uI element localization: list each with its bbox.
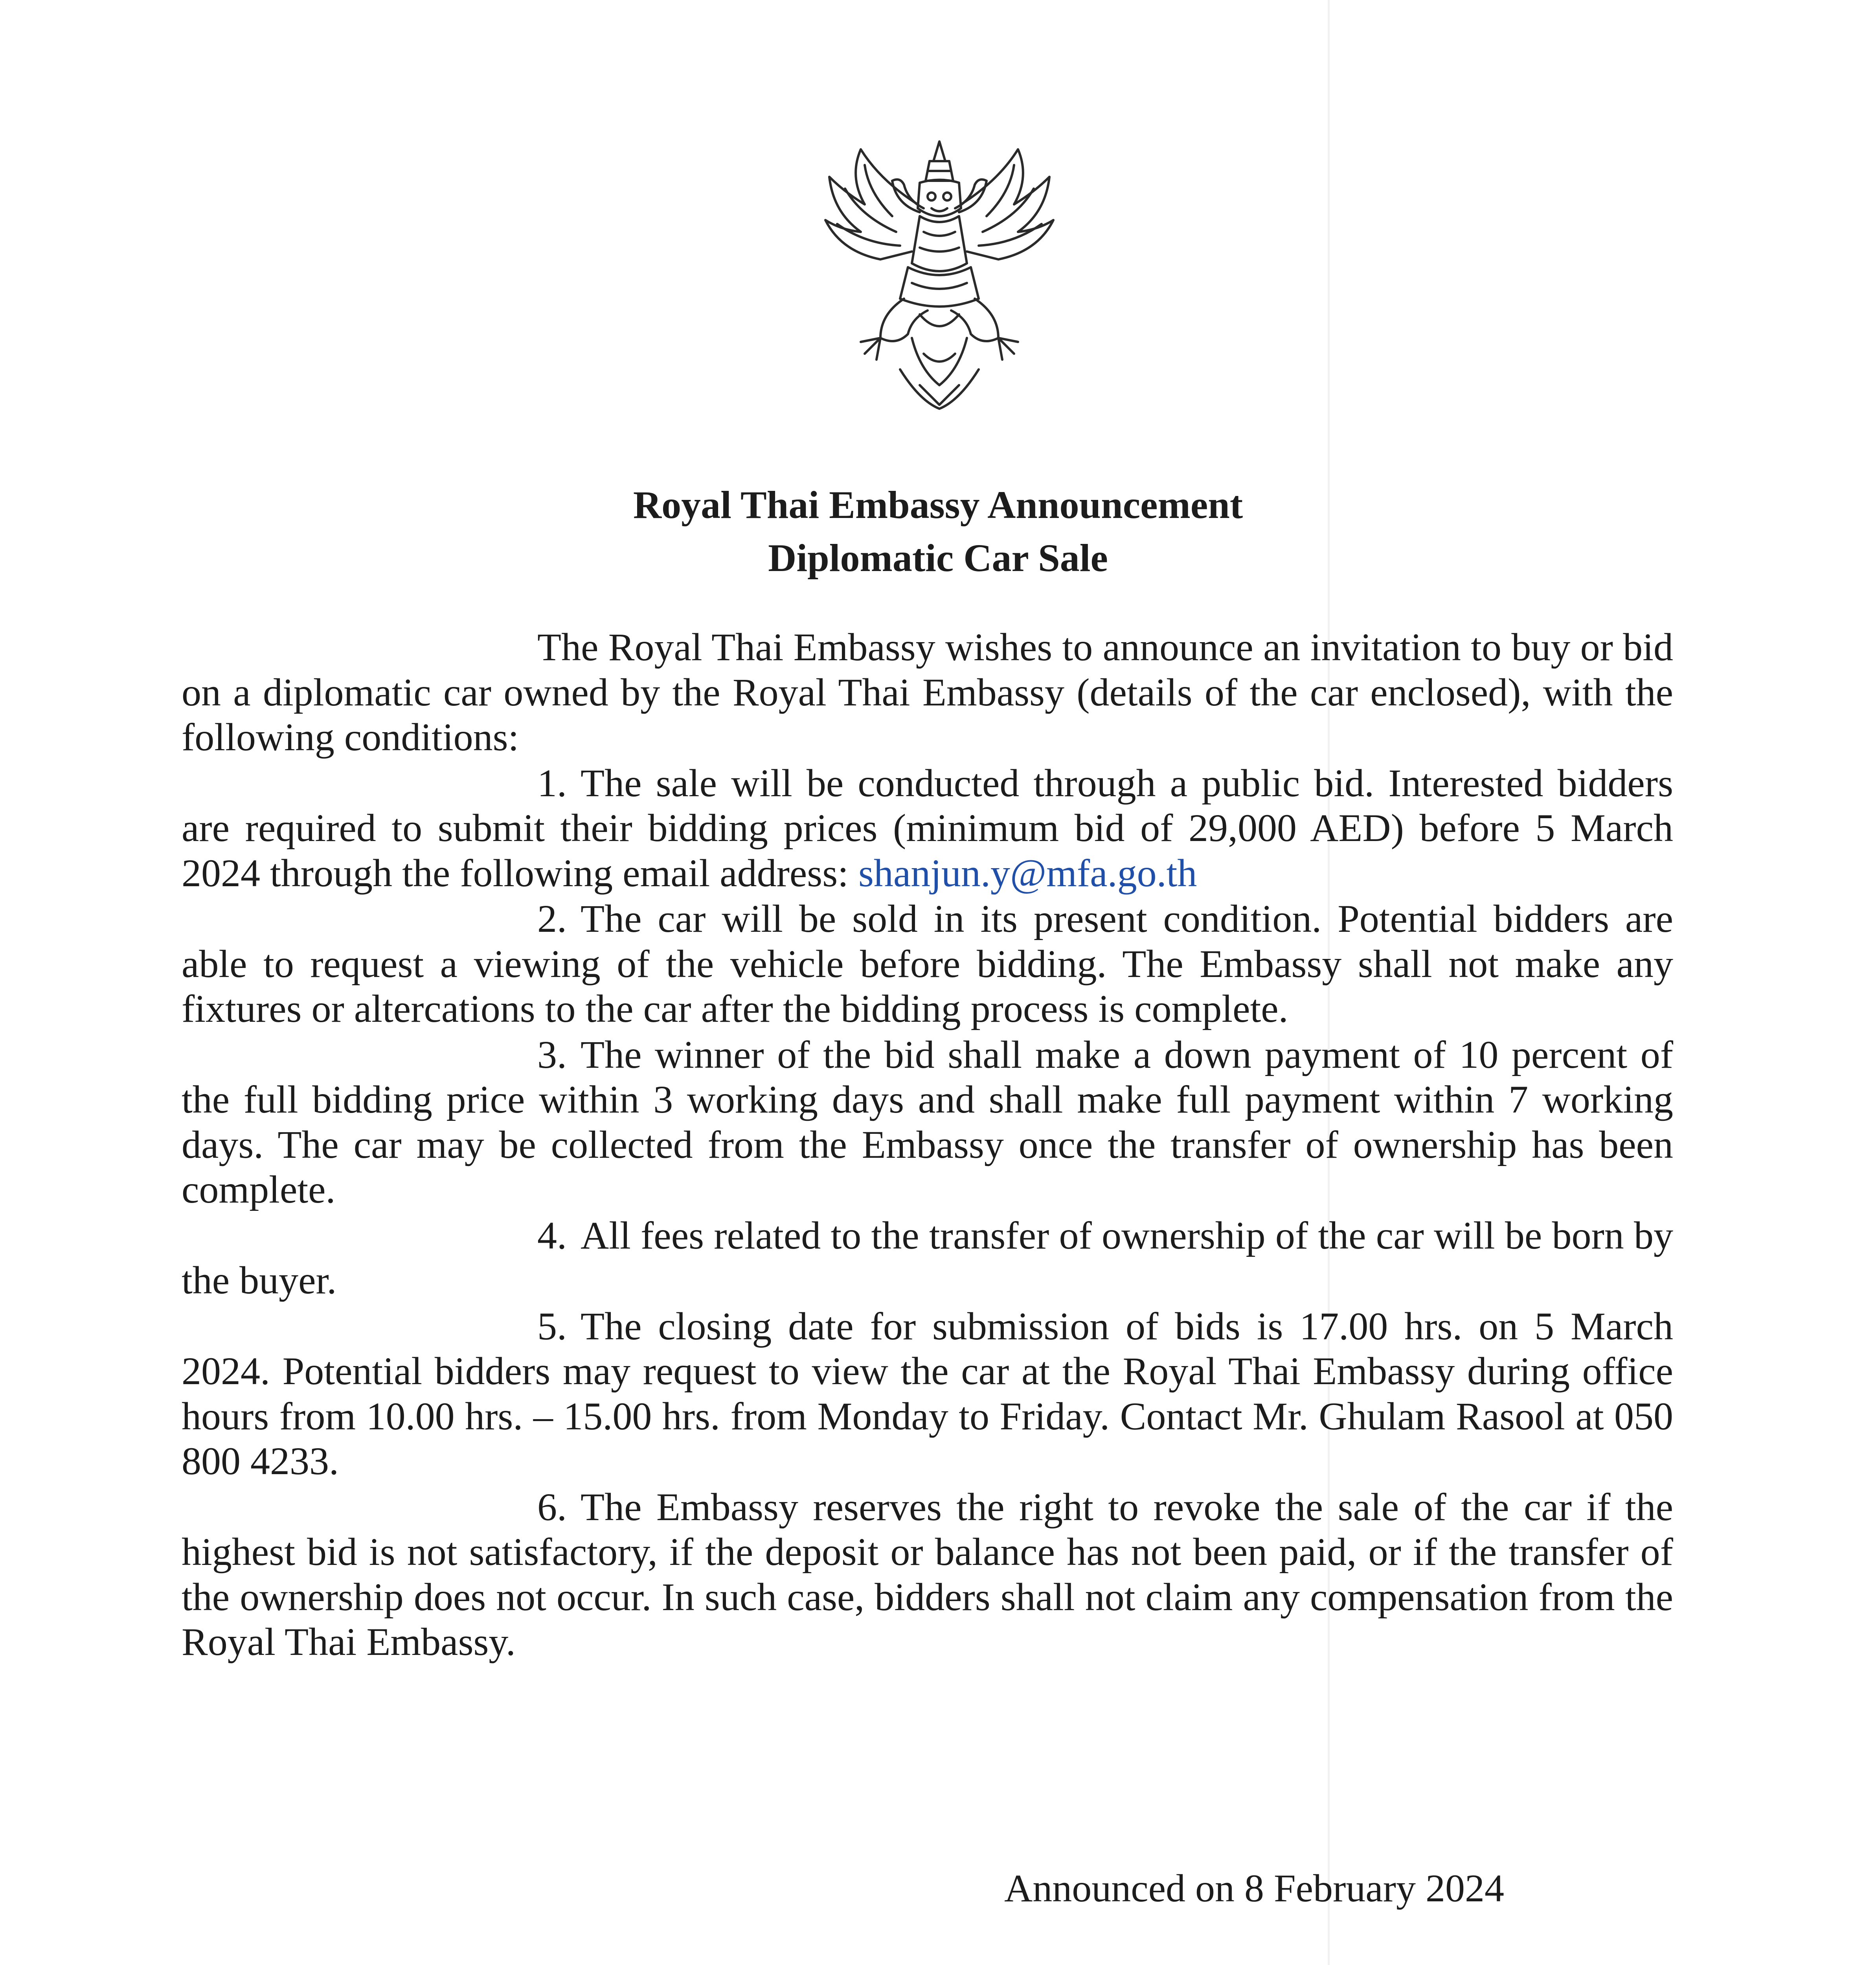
condition-item	[182, 1032, 1673, 1212]
condition-text: The car will be sold in its present condition. Potential bidders are able to request a viewing of the vehicle before bidding. The Embassy shall not make any fixtures or altercations to the car after the bidding process is complete.	[182, 897, 1673, 1030]
garuda-emblem-icon	[802, 134, 1077, 417]
condition-number: 4.	[537, 1213, 567, 1257]
announcement-title: Royal Thai Embassy Announcement	[633, 483, 1243, 527]
announcement-date: Announced on 8 February 2024	[1004, 1866, 1504, 1910]
handwritten-signature	[1222, 1961, 1442, 1965]
condition-text: The sale will be conducted through a public bid. Interested bidders are required to submit their bidding prices (minimum bid of 29,000 AED) before 5 March 2024 through the following email address:	[182, 761, 1673, 895]
condition-number: 5.	[537, 1304, 567, 1348]
condition-item	[182, 1213, 1673, 1303]
bid-email-link[interactable]: shanjun.y@mfa.go.th	[858, 851, 1197, 895]
announcement-subtitle: Diplomatic Car Sale	[768, 536, 1108, 580]
condition-number: 1.	[537, 761, 567, 805]
intro-paragraph: The Royal Thai Embassy wishes to announce an invitation to buy or bid on a diplomatic car owned by the Royal Thai Embassy (details of the car enclosed), with the following conditions:	[182, 625, 1673, 759]
condition-item	[182, 896, 1673, 1032]
condition-text: The Embassy reserves the right to revoke the sale of the car if the highest bid is not satisfactory, if the deposit or balance has not been paid, or if the transfer of the ownership does not occur. In such case, bidders shall not claim any compensation from the Royal Thai Embassy.	[182, 1485, 1673, 1664]
condition-number: 2.	[537, 897, 567, 940]
condition-item	[182, 1485, 1673, 1665]
condition-item	[182, 1304, 1673, 1484]
condition-number: 3.	[537, 1032, 567, 1076]
condition-number: 6.	[537, 1485, 567, 1529]
condition-text: All fees related to the transfer of ownership of the car will be born by the buyer.	[182, 1213, 1673, 1302]
condition-item	[182, 761, 1673, 896]
condition-text: The closing date for submission of bids is 17.00 hrs. on 5 March 2024. Potential bidders may request to view the car at the Royal Thai Embassy during office hours from 10.00 hrs. – 15.00 hrs. from Monday to Friday. Contact Mr. Ghulam Rasool at 050 800 4233.	[182, 1304, 1673, 1483]
condition-text: The winner of the bid shall make a down payment of 10 percent of the full bidding price within 3 working days and shall make full payment within 7 working days. The car may be collected from the Embassy once the transfer of ownership has been complete.	[182, 1032, 1673, 1211]
announcement-body	[182, 625, 1673, 1666]
